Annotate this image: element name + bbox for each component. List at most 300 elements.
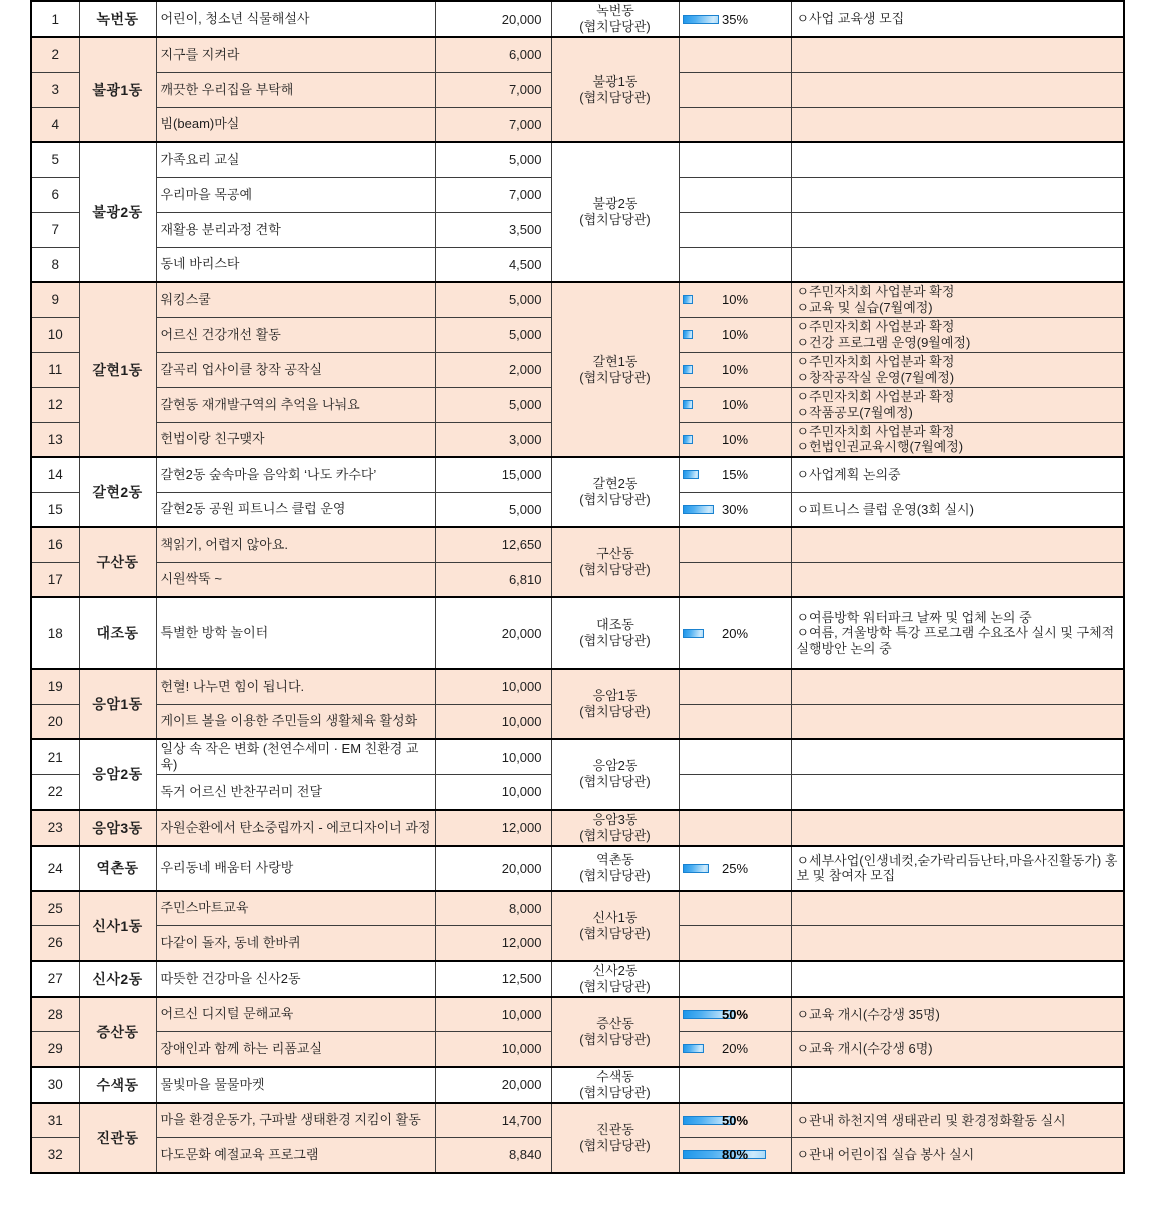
program-cell: 갈곡리 업사이클 창작 공작실 xyxy=(156,352,435,387)
dept-line: (협치담당관) xyxy=(579,1084,651,1100)
progress-wrap xyxy=(680,327,791,342)
notes-cell xyxy=(791,1138,1124,1173)
row-number-cell: 27 xyxy=(31,961,79,997)
program-cell: 물빛마을 물물마켓 xyxy=(156,1067,435,1103)
notes-cell xyxy=(791,352,1124,387)
budget-cell: 7,000 xyxy=(435,107,551,142)
dept-line: 증산동 xyxy=(596,1015,634,1031)
note-line: ㅇ관내 어린이집 실습 봉사 실시 xyxy=(796,1147,975,1162)
row-number-cell: 9 xyxy=(31,282,79,317)
notes-cell xyxy=(791,926,1124,961)
budget-cell: 15,000 xyxy=(435,457,551,492)
budget-cell: 20,000 xyxy=(435,846,551,891)
program-cell: 독거 어르신 반찬꾸러미 전달 xyxy=(156,775,435,810)
budget-cell: 8,840 xyxy=(435,1138,551,1173)
budget-cell: 20,000 xyxy=(435,1067,551,1103)
dept-line: (협치담당관) xyxy=(579,492,651,507)
program-cell: 따뜻한 건강마을 신사2동 xyxy=(156,961,435,997)
table-row xyxy=(31,891,1124,926)
notes-cell xyxy=(791,1103,1124,1138)
note-line: ㅇ주민자치회 사업분과 확정 xyxy=(796,389,955,404)
program-cell: 갈현2동 공원 피트니스 클럽 운영 xyxy=(156,492,435,527)
dept-line: (협치담당관) xyxy=(579,212,651,227)
row-number-cell: 5 xyxy=(31,142,79,177)
district-cell: 응암2동 xyxy=(79,739,156,810)
note-line: ㅇ세부사업(인생네컷,숟가락리듬난타,마을사진활동가) 홍보 및 참여자 모집 xyxy=(796,852,1118,883)
progress-cell xyxy=(679,107,791,142)
program-cell: 게이트 볼을 이용한 주민들의 생활체육 활성화 xyxy=(156,704,435,739)
program-cell: 마을 환경운동가, 구파발 생태환경 지킴이 활동 xyxy=(156,1103,435,1138)
budget-cell: 20,000 xyxy=(435,1,551,37)
table-row xyxy=(31,457,1124,492)
district-cell: 증산동 xyxy=(79,997,156,1067)
notes-cell xyxy=(791,739,1124,775)
row-number-cell: 1 xyxy=(31,1,79,37)
district-cell: 신사1동 xyxy=(79,891,156,961)
notes-cell xyxy=(791,1067,1124,1103)
dept-line: 응암1동 xyxy=(592,688,638,703)
district-cell: 수색동 xyxy=(79,1067,156,1103)
table-row xyxy=(31,997,1124,1032)
row-number-cell: 7 xyxy=(31,212,79,247)
progress-bar xyxy=(683,365,693,374)
progress-cell xyxy=(679,1032,791,1067)
progress-cell xyxy=(679,775,791,810)
dept-line: 역촌동 xyxy=(596,852,634,867)
note-line: ㅇ교육 개시(수강생 35명) xyxy=(796,1006,940,1022)
table-row xyxy=(31,597,1124,669)
progress-cell xyxy=(679,422,791,457)
progress-cell xyxy=(679,457,791,492)
program-cell: 가족요리 교실 xyxy=(156,142,435,177)
dept-cell xyxy=(551,1103,679,1173)
program-cell: 자원순환에서 탄소중립까지 - 에코디자이너 과정 xyxy=(156,810,435,846)
notes-cell xyxy=(791,562,1124,597)
progress-cell xyxy=(679,527,791,562)
progress-label: 10% xyxy=(721,292,749,308)
table-row xyxy=(31,739,1124,775)
progress-cell xyxy=(679,1067,791,1103)
notes-cell xyxy=(791,704,1124,739)
dept-line: (협치담당관) xyxy=(579,1137,651,1153)
row-number-cell: 20 xyxy=(31,704,79,739)
notes-cell xyxy=(791,846,1124,891)
program-cell: 재활용 분리과정 견학 xyxy=(156,212,435,247)
district-cell: 구산동 xyxy=(79,527,156,597)
budget-cell: 10,000 xyxy=(435,704,551,739)
program-cell: 어르신 디지털 문해교육 xyxy=(156,997,435,1032)
district-cell: 불광2동 xyxy=(79,142,156,282)
progress-wrap xyxy=(680,1007,791,1022)
dept-line: 수색동 xyxy=(596,1068,634,1084)
dept-cell xyxy=(551,527,679,597)
table-row xyxy=(31,1,1124,37)
notes-cell xyxy=(791,282,1124,317)
program-cell: 우리마을 목공예 xyxy=(156,177,435,212)
program-cell: 어린이, 청소년 식물해설사 xyxy=(156,1,435,37)
table-row xyxy=(31,142,1124,177)
note-line: ㅇ주민자치회 사업분과 확정 xyxy=(796,354,955,369)
dept-cell xyxy=(551,961,679,997)
program-cell: 헌법이랑 친구맺자 xyxy=(156,422,435,457)
dept-line: 응암3동 xyxy=(592,811,638,827)
progress-label: 10% xyxy=(721,431,749,447)
progress-cell xyxy=(679,492,791,527)
notes-cell xyxy=(791,247,1124,282)
district-cell: 진관동 xyxy=(79,1103,156,1173)
program-cell: 깨끗한 우리집을 부탁해 xyxy=(156,72,435,107)
row-number-cell: 23 xyxy=(31,810,79,846)
dept-cell xyxy=(551,846,679,891)
notes-cell xyxy=(791,1,1124,37)
progress-bar xyxy=(683,295,693,304)
budget-cell: 8,000 xyxy=(435,891,551,926)
notes-cell xyxy=(791,387,1124,422)
dept-line: (협치담당관) xyxy=(579,978,651,994)
budget-cell: 7,000 xyxy=(435,72,551,107)
dept-line: (협치담당관) xyxy=(579,19,651,34)
progress-bar xyxy=(683,629,704,638)
district-cell: 신사2동 xyxy=(79,961,156,997)
note-line: ㅇ관내 하천지역 생태관리 및 환경정화활동 실시 xyxy=(796,1112,1066,1128)
dept-line: (협치담당관) xyxy=(579,633,651,648)
district-cell: 불광1동 xyxy=(79,37,156,142)
row-number-cell: 6 xyxy=(31,177,79,212)
dept-cell xyxy=(551,1067,679,1103)
budget-cell: 5,000 xyxy=(435,492,551,527)
row-number-cell: 14 xyxy=(31,457,79,492)
progress-bar xyxy=(683,864,709,873)
notes-cell xyxy=(791,317,1124,352)
dept-cell xyxy=(551,891,679,961)
row-number-cell: 3 xyxy=(31,72,79,107)
progress-cell xyxy=(679,961,791,997)
progress-wrap xyxy=(680,502,791,517)
budget-cell: 10,000 xyxy=(435,997,551,1032)
notes-cell xyxy=(791,597,1124,669)
program-cell: 우리동네 배움터 사랑방 xyxy=(156,846,435,891)
progress-bar xyxy=(683,330,693,339)
progress-cell xyxy=(679,997,791,1032)
dept-line: (협치담당관) xyxy=(579,925,651,941)
table-row xyxy=(31,1103,1124,1138)
progress-cell xyxy=(679,891,791,926)
progress-bar xyxy=(683,15,719,24)
row-number-cell: 13 xyxy=(31,422,79,457)
row-number-cell: 31 xyxy=(31,1103,79,1138)
program-cell: 지구를 지켜라 xyxy=(156,37,435,72)
budget-cell: 3,000 xyxy=(435,422,551,457)
progress-label: 20% xyxy=(721,1041,749,1057)
progress-label: 10% xyxy=(721,362,749,377)
district-cell: 응암3동 xyxy=(79,810,156,846)
progress-wrap xyxy=(680,626,791,641)
row-number-cell: 25 xyxy=(31,891,79,926)
district-cell: 역촌동 xyxy=(79,846,156,891)
dept-line: 갈현1동 xyxy=(592,353,638,369)
row-number-cell: 26 xyxy=(31,926,79,961)
progress-cell xyxy=(679,177,791,212)
note-line: ㅇ여름, 겨울방학 특강 프로그램 수요조사 실시 및 구체적 실행방안 논의 중 xyxy=(796,625,1115,656)
budget-cell: 12,500 xyxy=(435,961,551,997)
notes-cell xyxy=(791,457,1124,492)
program-cell: 갈현동 재개발구역의 추억을 나눠요 xyxy=(156,387,435,422)
progress-bar xyxy=(683,435,693,444)
progress-cell xyxy=(679,282,791,317)
budget-cell: 5,000 xyxy=(435,317,551,352)
notes-cell xyxy=(791,997,1124,1032)
progress-wrap xyxy=(680,1147,791,1162)
row-number-cell: 10 xyxy=(31,317,79,352)
budget-cell: 2,000 xyxy=(435,352,551,387)
note-line: ㅇ작품공모(7월예정) xyxy=(796,404,913,420)
notes-cell xyxy=(791,177,1124,212)
table-row xyxy=(31,527,1124,562)
progress-cell xyxy=(679,669,791,704)
notes-cell xyxy=(791,107,1124,142)
dept-line: 녹번동 xyxy=(596,3,634,18)
dept-cell xyxy=(551,669,679,739)
row-number-cell: 11 xyxy=(31,352,79,387)
row-number-cell: 22 xyxy=(31,775,79,810)
dept-cell xyxy=(551,1,679,37)
row-number-cell: 12 xyxy=(31,387,79,422)
row-number-cell: 19 xyxy=(31,669,79,704)
district-cell: 대조동 xyxy=(79,597,156,669)
program-cell: 다같이 돌자, 동네 한바퀴 xyxy=(156,926,435,961)
notes-cell xyxy=(791,1032,1124,1067)
dept-line: 신사1동 xyxy=(592,909,638,925)
notes-cell xyxy=(791,142,1124,177)
row-number-cell: 16 xyxy=(31,527,79,562)
table-row xyxy=(31,37,1124,72)
notes-cell xyxy=(791,212,1124,247)
row-number-cell: 15 xyxy=(31,492,79,527)
notes-cell xyxy=(791,810,1124,846)
table-row xyxy=(31,282,1124,317)
notes-cell xyxy=(791,669,1124,704)
dept-cell xyxy=(551,457,679,527)
dept-line: (협치담당관) xyxy=(579,89,651,105)
progress-wrap xyxy=(680,467,791,482)
budget-cell: 5,000 xyxy=(435,282,551,317)
budget-cell: 5,000 xyxy=(435,142,551,177)
budget-cell: 6,810 xyxy=(435,562,551,597)
district-cell: 녹번동 xyxy=(79,1,156,37)
dept-cell xyxy=(551,142,679,282)
budget-cell: 12,000 xyxy=(435,926,551,961)
program-cell: 장애인과 함께 하는 리폼교실 xyxy=(156,1032,435,1067)
progress-label: 10% xyxy=(721,327,749,342)
budget-cell: 10,000 xyxy=(435,775,551,810)
progress-label: 80% xyxy=(721,1147,749,1163)
budget-cell: 5,000 xyxy=(435,387,551,422)
progress-label: 35% xyxy=(721,11,749,27)
progress-cell xyxy=(679,387,791,422)
progress-wrap xyxy=(680,1113,791,1128)
progress-cell xyxy=(679,1103,791,1138)
row-number-cell: 8 xyxy=(31,247,79,282)
program-cell: 어르신 건강개선 활동 xyxy=(156,317,435,352)
progress-cell xyxy=(679,247,791,282)
budget-cell: 20,000 xyxy=(435,597,551,669)
note-line: ㅇ창작공작실 운영(7월예정) xyxy=(796,369,955,385)
dept-cell xyxy=(551,597,679,669)
progress-bar xyxy=(683,400,693,409)
progress-cell xyxy=(679,142,791,177)
dept-line: (협치담당관) xyxy=(579,868,651,883)
row-number-cell: 2 xyxy=(31,37,79,72)
progress-cell xyxy=(679,72,791,107)
progress-label: 50% xyxy=(721,1006,749,1022)
notes-cell xyxy=(791,891,1124,926)
dept-line: (협치담당관) xyxy=(579,774,651,790)
note-line: ㅇ헌법인권교육시행(7월예정) xyxy=(796,439,964,455)
dept-line: 갈현2동 xyxy=(592,476,638,491)
dept-line: 진관동 xyxy=(596,1121,634,1137)
dept-cell xyxy=(551,810,679,846)
row-number-cell: 24 xyxy=(31,846,79,891)
budget-cell: 3,500 xyxy=(435,212,551,247)
notes-cell xyxy=(791,422,1124,457)
progress-cell xyxy=(679,739,791,775)
dept-cell xyxy=(551,739,679,810)
dept-line: (협치담당관) xyxy=(579,369,651,385)
program-cell: 빔(beam)마실 xyxy=(156,107,435,142)
note-line: ㅇ교육 개시(수강생 6명) xyxy=(796,1041,933,1056)
progress-cell xyxy=(679,1138,791,1173)
program-cell: 다도문화 예절교육 프로그램 xyxy=(156,1138,435,1173)
progress-wrap xyxy=(680,1041,791,1056)
budget-cell: 10,000 xyxy=(435,1032,551,1067)
progress-cell xyxy=(679,212,791,247)
note-line: ㅇ주민자치회 사업분과 확정 xyxy=(796,319,955,334)
notes-cell xyxy=(791,775,1124,810)
progress-label: 30% xyxy=(721,501,749,517)
dept-cell xyxy=(551,282,679,457)
program-cell: 책읽기, 어렵지 않아요. xyxy=(156,527,435,562)
program-cell: 시원싹뚝 ~ xyxy=(156,562,435,597)
budget-cell: 10,000 xyxy=(435,669,551,704)
progress-wrap xyxy=(680,362,791,377)
table-row xyxy=(31,961,1124,997)
district-cell: 갈현1동 xyxy=(79,282,156,457)
notes-cell xyxy=(791,37,1124,72)
note-line: ㅇ교육 및 실습(7월예정) xyxy=(796,299,933,315)
notes-cell xyxy=(791,961,1124,997)
row-number-cell: 17 xyxy=(31,562,79,597)
program-cell: 워킹스쿨 xyxy=(156,282,435,317)
row-number-cell: 4 xyxy=(31,107,79,142)
district-cell: 응암1동 xyxy=(79,669,156,739)
notes-cell xyxy=(791,72,1124,107)
row-number-cell: 28 xyxy=(31,997,79,1032)
progress-cell xyxy=(679,562,791,597)
row-number-cell: 18 xyxy=(31,597,79,669)
progress-cell xyxy=(679,317,791,352)
progress-wrap xyxy=(680,292,791,307)
dept-line: 불광2동 xyxy=(592,196,638,211)
progress-label: 15% xyxy=(721,467,749,483)
table-row xyxy=(31,810,1124,846)
program-cell: 주민스마트교육 xyxy=(156,891,435,926)
dept-line: (협치담당관) xyxy=(579,1031,651,1047)
progress-label: 25% xyxy=(721,860,749,876)
budget-cell: 12,000 xyxy=(435,810,551,846)
progress-wrap xyxy=(680,432,791,447)
note-line: ㅇ여름방학 워터파크 날짜 및 업체 논의 중 xyxy=(796,609,1032,625)
progress-wrap xyxy=(680,12,791,27)
progress-cell xyxy=(679,846,791,891)
notes-cell xyxy=(791,492,1124,527)
note-line: ㅇ피트니스 클럽 운영(3회 실시) xyxy=(796,501,974,517)
progress-cell xyxy=(679,926,791,961)
table-row xyxy=(31,669,1124,704)
program-status-table xyxy=(30,0,1125,1174)
note-line: ㅇ주민자치회 사업분과 확정 xyxy=(796,423,955,439)
program-cell: 동네 바리스타 xyxy=(156,247,435,282)
table-row xyxy=(31,846,1124,891)
dept-line: 구산동 xyxy=(596,546,634,561)
progress-cell xyxy=(679,1,791,37)
district-cell: 갈현2동 xyxy=(79,457,156,527)
budget-cell: 4,500 xyxy=(435,247,551,282)
progress-cell xyxy=(679,352,791,387)
progress-wrap xyxy=(680,397,791,412)
dept-cell xyxy=(551,37,679,142)
dept-line: (협치담당관) xyxy=(579,704,651,719)
progress-cell xyxy=(679,810,791,846)
row-number-cell: 21 xyxy=(31,739,79,775)
program-cell: 갈현2동 숲속마을 음악회 ‘나도 카수다’ xyxy=(156,457,435,492)
budget-cell: 12,650 xyxy=(435,527,551,562)
note-line: ㅇ사업 교육생 모집 xyxy=(796,11,905,27)
progress-cell xyxy=(679,597,791,669)
dept-line: 신사2동 xyxy=(592,962,638,978)
budget-cell: 14,700 xyxy=(435,1103,551,1138)
progress-label: 20% xyxy=(721,625,749,641)
note-line: ㅇ주민자치회 사업분과 확정 xyxy=(796,284,955,300)
table-row xyxy=(31,1067,1124,1103)
table-body xyxy=(31,1,1124,1173)
program-cell: 특별한 방학 놀이터 xyxy=(156,597,435,669)
budget-cell: 10,000 xyxy=(435,739,551,775)
progress-cell xyxy=(679,704,791,739)
row-number-cell: 32 xyxy=(31,1138,79,1173)
progress-bar xyxy=(683,505,714,514)
budget-cell: 6,000 xyxy=(435,37,551,72)
dept-line: (협치담당관) xyxy=(579,827,651,843)
program-cell: 헌혈! 나누면 힘이 됩니다. xyxy=(156,669,435,704)
dept-line: 불광1동 xyxy=(592,73,638,89)
progress-cell xyxy=(679,37,791,72)
note-line: ㅇ건강 프로그램 운영(9월예정) xyxy=(796,334,971,350)
progress-label: 50% xyxy=(721,1112,749,1128)
dept-cell xyxy=(551,997,679,1067)
program-cell: 일상 속 작은 변화 (천연수세미 · EM 친환경 교육) xyxy=(156,739,435,775)
progress-wrap xyxy=(680,861,791,876)
row-number-cell: 29 xyxy=(31,1032,79,1067)
row-number-cell: 30 xyxy=(31,1067,79,1103)
note-line: ㅇ사업계획 논의중 xyxy=(796,467,901,482)
progress-label: 10% xyxy=(721,397,749,412)
dept-line: (협치담당관) xyxy=(579,562,651,577)
dept-line: 대조동 xyxy=(596,617,634,632)
notes-cell xyxy=(791,527,1124,562)
progress-bar xyxy=(683,470,699,479)
budget-cell: 7,000 xyxy=(435,177,551,212)
dept-line: 응암2동 xyxy=(592,758,638,774)
